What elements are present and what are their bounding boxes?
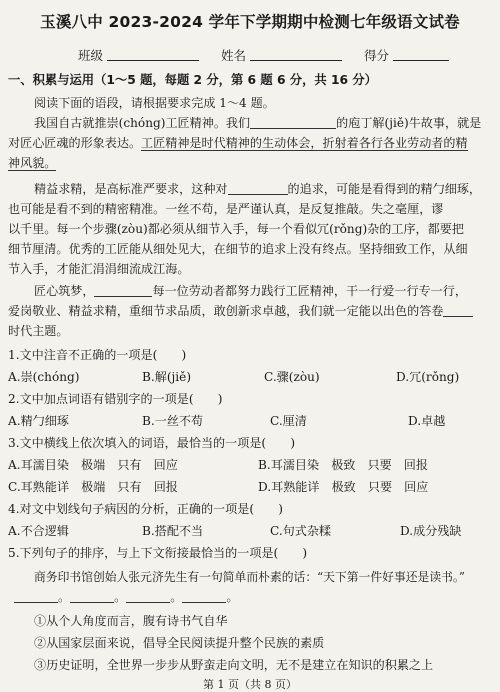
student-info-row [78,46,449,64]
q2-option-d[interactable]: D.卓越 [408,414,446,428]
q1-option-c[interactable]: C.骤(zòu) [264,370,320,384]
passage-p3-line2: 爱岗敬业、精益求精，重细节求品质，敢创新求卓越，我们就一定能以出色的答卷 [8,302,494,319]
passage-p2-line4: 细节厘清。优秀的工匠能从细处见大，在细节的追求上没有终点。坚持细致工作，从细 [8,242,468,256]
q5-item-2: ②从国家层面来说，倡导全民阅读提升整个民族的素质 [34,636,325,650]
q5-item-1: ①从个人角度而言，腹有诗书气自华 [34,614,228,628]
name-field[interactable] [250,48,342,61]
q4-option-b[interactable]: B.搭配不当 [142,524,204,538]
q4-option-c[interactable]: C.句式杂糅 [270,524,332,538]
passage-p3-line3: 时代主题。 [8,324,69,338]
underlined-sentence-end: 神风貌。 [8,156,57,170]
q2-option-b[interactable]: B.一丝不苟 [142,414,204,428]
exam-title: 玉溪八中 2023-2024 学年下学期期中检测七年级语文试卷 [40,13,460,31]
question-5-stem: 5.下列句子的排序，与上下文衔接最恰当的一项是( ) [8,546,308,560]
passage-p2-line5: 节入手，才能汇涓涓细流成江海。 [8,262,190,276]
q3-option-b[interactable]: B.耳濡目染 极致 只要 回报 [258,458,428,472]
q1-option-a[interactable]: A.崇(chóng) [8,370,80,384]
passage-p2-line3: 以千里。每一个步骤(zòu)都必须从细节入手，每一个看似冗(rǒng)杂的工序，都要把 [8,222,464,236]
passage-p3-line1: 匠心筑梦， 每一位劳动者都努力践行工匠精神，干一行爱一行专一行， [34,284,467,298]
q4-option-a[interactable]: A.不合逻辑 [8,524,69,538]
q3-option-a[interactable]: A.耳濡目染 极端 只有 回应 [8,458,178,472]
q1-option-d[interactable]: D.冗(rǒng) [396,370,460,384]
class-label: 班级 [78,48,104,63]
q5-blank-row: 。 。 。 。 [14,588,500,605]
question-3-stem: 3.文中横线上依次填入的词语，最恰当的一项是( ) [8,436,296,450]
score-field[interactable] [393,48,449,61]
q5-blank-1[interactable] [14,590,58,603]
class-field[interactable] [107,48,199,61]
passage-intro: 阅读下面的语段，请根据要求完成 1～4 题。 [34,96,275,110]
passage-p2-line2: 也可能是看不到的精密精准。一丝不苟，是严谨认真，是反复推敲。失之毫厘，谬 [8,202,444,216]
blank-1 [250,116,336,129]
passage-p2-line1: 精益求精，是高标准严要求，这种对 的追求，可能是看得到的精勹细琢， [34,182,482,196]
q3-option-d[interactable]: D.耳熟能详 极致 只要 回应 [258,480,429,494]
q2-option-a[interactable]: A.精勹细琢 [8,414,69,428]
q4-option-d[interactable]: D.成分残缺 [400,524,462,538]
page-number: 第 1 页（共 8 页） [203,678,297,691]
passage-p1-line3 [8,154,494,171]
underlined-sentence: 工匠精神是时代精神的生动体会，折射着各行各业劳动者的精 [141,136,468,150]
q5-quote: 商务印书馆创始人张元济先生有一句简单而朴素的话：“天下第一件好事还是读书。” [34,570,465,584]
q1-option-b[interactable]: B.解(jiě) [142,370,192,384]
passage-p1-line2: 对匠心匠魂的形象表达。工匠精神是时代精神的生动体会，折射着各行各业劳动者的精 [8,136,468,150]
score-label: 得分 [363,48,389,63]
blank-4 [443,304,473,317]
question-1-stem: 1.文中注音不正确的一项是( ) [8,348,187,362]
q5-blank-4[interactable] [182,590,226,603]
blank-3 [94,284,152,297]
q2-option-c[interactable]: C.厘清 [270,414,307,428]
question-4-stem: 4.对文中划线句子病因的分析，正确的一项是( ) [8,502,283,516]
passage-p1-line1: 我国自古就推崇(chóng)工匠精神。我们 的庖丁解(jiě)牛故事，就是 [34,116,482,130]
blank-2 [228,182,288,195]
q5-blank-2[interactable] [70,590,114,603]
q3-option-c[interactable]: C.耳熟能详 极端 只有 回报 [8,480,178,494]
name-label: 姓名 [220,48,246,63]
section-1-title: 一、积累与运用（1～5 题，每题 2 分，第 6 题 6 分，共 16 分） [8,73,377,87]
q5-blank-3[interactable] [126,590,170,603]
question-2-stem: 2.文中加点词语有错别字的一项是( ) [8,392,223,406]
q5-item-3: ③历史证明，全世界一步步从野蛮走向文明，无不是建立在知识的积累之上 [34,658,434,672]
